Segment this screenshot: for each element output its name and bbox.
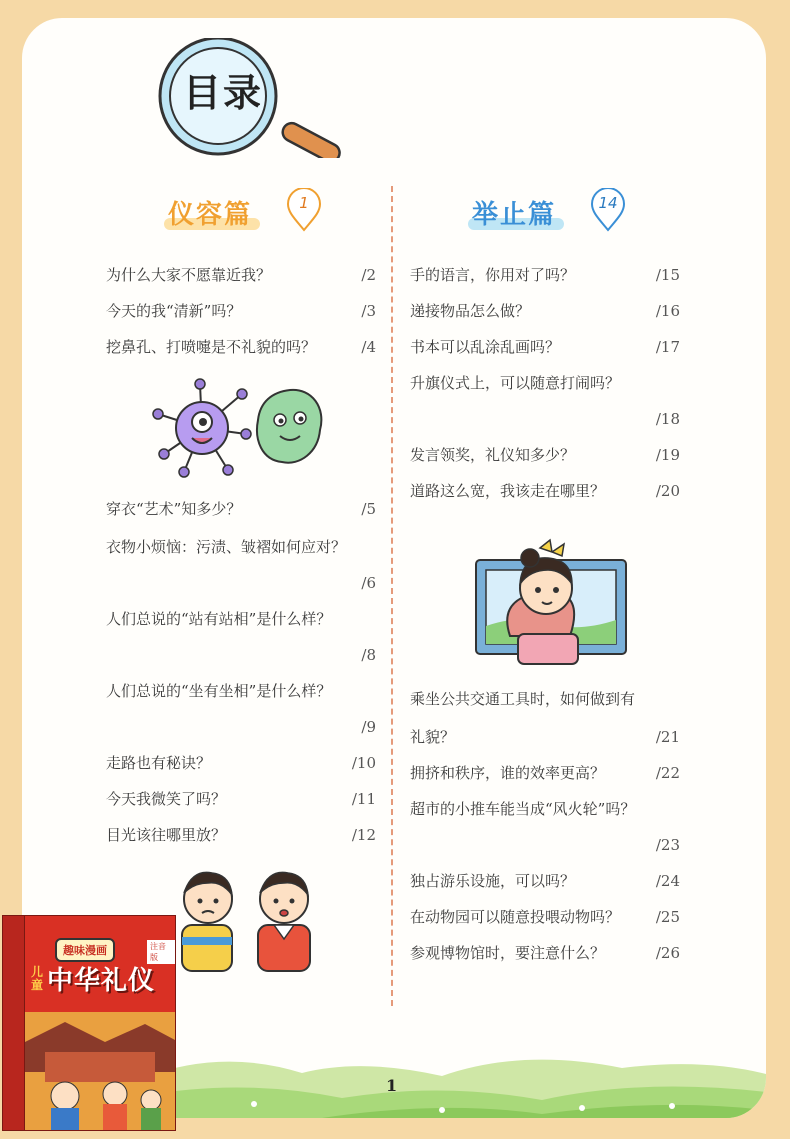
toc-page-ref: /16: [655, 302, 680, 320]
toc-page-ref: /8: [361, 646, 376, 664]
toc-entry[interactable]: 目光该往哪里放？: [106, 826, 227, 844]
toc-page-ref: /6: [361, 574, 376, 592]
toc-page-ref: /12: [351, 826, 376, 844]
toc-page-ref: /18: [655, 410, 680, 428]
toc-page-ref: /4: [361, 338, 376, 356]
page-title: 目录: [182, 71, 263, 115]
toc-page-ref: /24: [655, 872, 680, 890]
toc-page-ref: /17: [655, 338, 680, 356]
toc-entry[interactable]: 乘坐公共交通工具时，如何做到有: [410, 690, 636, 708]
toc-entry[interactable]: 递接物品怎么做？: [410, 302, 531, 320]
toc-entry[interactable]: 走路也有秘诀？: [106, 754, 212, 772]
toc-entry[interactable]: 独占游乐设施，可以吗？: [410, 872, 576, 890]
toc-page-ref: /21: [655, 728, 680, 746]
book-edition: 注音版: [147, 940, 175, 964]
book-title: 中华礼仪: [47, 966, 156, 996]
book-prefix: 儿童: [31, 965, 44, 992]
toc-entry[interactable]: 今天我微笑了吗？: [106, 790, 227, 808]
page-pin-icon: [590, 188, 626, 236]
toc-page-ref: /15: [655, 266, 680, 284]
section-start-page-right: 14: [598, 194, 618, 212]
section-header-left: [164, 194, 364, 244]
toc-page-ref: /20: [655, 482, 680, 500]
germ-illustration: [150, 378, 330, 478]
column-divider: [391, 186, 393, 1006]
toc-entry[interactable]: 穿衣“艺术”知多少？: [106, 500, 242, 518]
book-series: 趣味漫画: [55, 938, 115, 962]
toc-entry[interactable]: 人们总说的“站有站相”是什么样？: [106, 610, 332, 628]
section-title-left: 仪容篇: [168, 200, 253, 230]
toc-page-ref: /26: [655, 944, 680, 962]
toc-entry[interactable]: 书本可以乱涂乱画吗？: [410, 338, 561, 356]
toc-page-ref: /25: [655, 908, 680, 926]
page-pin-icon: [286, 188, 322, 236]
toc-entry[interactable]: 衣物小烦恼：污渍、皱褶如何应对？: [106, 538, 347, 556]
toc-page-ref: /22: [655, 764, 680, 782]
toc-entry[interactable]: 为什么大家不愿靠近我？: [106, 266, 272, 284]
toc-entry[interactable]: 人们总说的“坐有坐相”是什么样？: [106, 682, 332, 700]
toc-page-ref: /3: [361, 302, 376, 320]
toc-page-ref: /9: [361, 718, 376, 736]
toc-page-ref: /23: [655, 836, 680, 854]
toc-entry[interactable]: 今天的我“清新”吗？: [106, 302, 242, 320]
toc-entry[interactable]: 道路这么宽，我该走在哪里？: [410, 482, 606, 500]
toc-entry[interactable]: 在动物园可以随意投喂动物吗？: [410, 908, 621, 926]
girl-window-illustration: [470, 536, 630, 666]
toc-page-ref: /19: [655, 446, 680, 464]
section-title-right: 举止篇: [472, 200, 557, 230]
book-cover[interactable]: [2, 915, 174, 1129]
toc-entry[interactable]: 发言领奖，礼仪知多少？: [410, 446, 576, 464]
toc-entry[interactable]: 手的语言，你用对了吗？: [410, 266, 576, 284]
toc-page-ref: /10: [351, 754, 376, 772]
book-front: [24, 915, 176, 1131]
toc-page-ref: /11: [351, 790, 376, 808]
section-start-page-left: 1: [299, 194, 309, 212]
toc-entry-continued[interactable]: 礼貌？: [410, 728, 456, 746]
toc-entry[interactable]: 参观博物馆时，要注意什么？: [410, 944, 606, 962]
toc-entry[interactable]: 超市的小推车能当成“风火轮”吗？: [410, 800, 636, 818]
boys-illustration: [172, 863, 322, 973]
book-cover-art: [25, 1012, 175, 1130]
toc-page-ref: /2: [361, 266, 376, 284]
toc-entry[interactable]: 拥挤和秩序，谁的效率更高？: [410, 764, 606, 782]
section-header-right: [468, 194, 668, 244]
toc-entry[interactable]: 挖鼻孔、打喷嚏是不礼貌的吗？: [106, 338, 317, 356]
page-number: 1: [386, 1076, 398, 1095]
toc-page-ref: /5: [361, 500, 376, 518]
toc-entry[interactable]: 升旗仪式上，可以随意打闹吗？: [410, 374, 621, 392]
